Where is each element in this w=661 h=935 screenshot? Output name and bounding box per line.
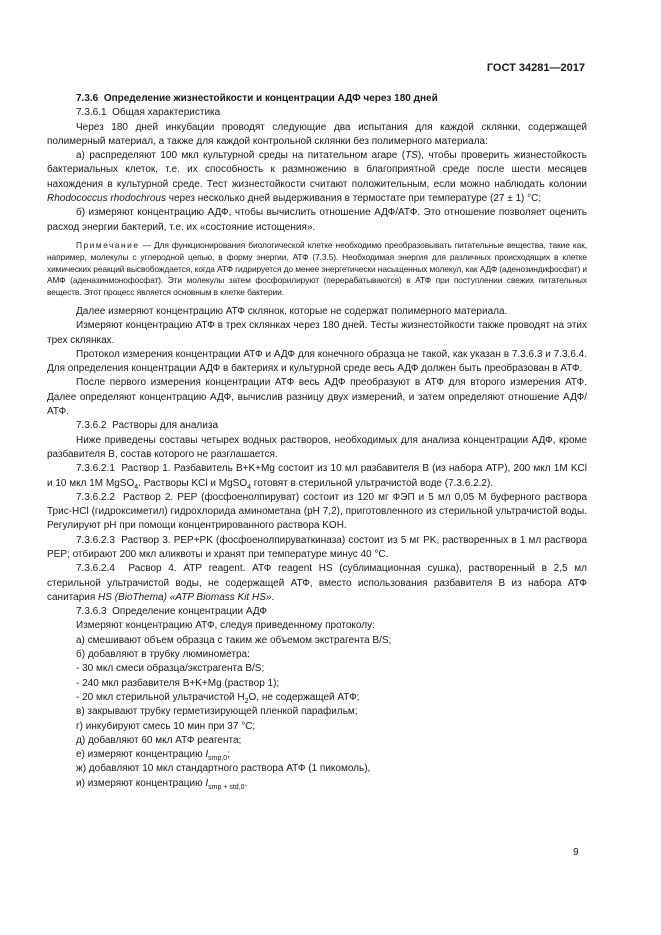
section-number: 7.3.6 [76, 93, 99, 104]
text: O, не содержащей АТФ; [248, 691, 360, 703]
subsection-title: Определение концентрации АДФ [112, 606, 267, 618]
text: Расвор 4. АТР reagent. АТФ reagent HS (сублимационная сушка), растворенный в 2,5 мл стерильной ультрачистой воды, не содержащей АТФ, вместо использования разбавителя В из набора АТФ санитария [47, 563, 587, 603]
paragraph: Далее измеряют концентрацию АТФ склянок, которые не содержат полимерного материала. [76, 305, 508, 317]
text: . [244, 777, 248, 789]
clause-number: 7.3.6.2.4 [76, 563, 115, 575]
solution-3 [47, 534, 587, 563]
text: ), чтобы проверить жизнестойкость бактериальных клеток, т.е. их способность к размножению в благоприятной среде после шести месяцев нахождения в культурной среде. Тест жизнестойкости считают положительным, если можно наблюдать колонии [47, 150, 588, 190]
step-v: в) закрывают трубку герметизирующей пленкой парафильм; [76, 706, 358, 718]
text: - 20 мкл стерильной ультрачистой H [76, 691, 245, 703]
section-title: Определение жизнестойкости и концентрации АДФ через 180 дней [103, 93, 438, 104]
list-item-b: б) измеряют концентрацию АДФ, чтобы вычислить отношение АДФ/АТФ. Это отношение позволяет оценить расход энергии бактерий, т.е. их «состояние истощения». [47, 207, 587, 233]
solution-4 [47, 562, 587, 605]
subsection-title: Общая характеристика [112, 107, 221, 119]
text: е) измеряют концентрацию [76, 749, 206, 761]
step-dash-1: - 30 мкл смеси образца/экстрагента B/S; [76, 663, 265, 675]
species-name: Rhodococcus rhodochrous [47, 193, 166, 205]
page-number: 9 [573, 847, 579, 858]
subscript: 2 [244, 697, 249, 705]
subsection-number: 7.3.6.3 [76, 606, 107, 618]
subsection-heading-7-3-6-3 [47, 605, 587, 619]
text: . [271, 591, 275, 603]
paragraph: Протокол измерения концентрации АТФ и АДФ для конечного образца не такой, как указан в 7.3.6.3 и 7.3.6.4. Для определения концентрации АДФ в бактериях и культурной среде весь АДФ должен быть преобразован в АТФ. [47, 348, 587, 375]
standard-header: ГОСТ 34281—2017 [486, 62, 585, 74]
clause-number: 7.3.6.2.1 [76, 463, 115, 475]
text: ; [227, 749, 230, 761]
subscript: smp + std,0 [208, 783, 245, 791]
text: готовят в стерильной ультрачистой воде (7.3.6.2.2). [251, 477, 494, 489]
subsection-heading-7-3-6-1 [47, 106, 587, 120]
text: через несколько дней выдерживания в термостате при температуре (27 ± 1) °С; [165, 193, 542, 205]
step-dash-3 [47, 691, 587, 705]
text: Раствор 2. PEP (фосфоенолпируват) состоит из 120 мг ФЭП и 5 мл 0,05 М буферного раствора Трис-HCl (гидроксиметил) гидрохлорида аминометана (рН 7,2), приготовленного из стерильной ультрачистой воды. Регулируют рН при помощи концентрированного раствора KOH. [47, 491, 587, 532]
step-b: б) добавляют в трубку люминометра: [76, 649, 250, 661]
symbol: I [205, 777, 209, 789]
document-body [47, 92, 587, 791]
section-heading-7-3-6 [47, 92, 587, 106]
solution-1 [47, 462, 587, 491]
step-a: а) смешивают объем образца с таким же объемом экстрагента B/S; [76, 634, 392, 646]
paragraph: Измеряют концентрацию АТФ, следуя приведенному протоколу: [76, 620, 375, 632]
step-g: г) инкубируют смесь 10 мин при 37 °С; [76, 720, 256, 732]
paragraph: Через 180 дней инкубации проводят следующие два испытания для каждой склянки, содержащей полимерный материал, а также для каждой контрольной склянки без полимерного материала: [47, 121, 587, 147]
step-dash-2: - 240 мкл разбавителя B+K+Mg (раствор 1); [76, 677, 280, 689]
subsection-number: 7.3.6.2 [76, 420, 107, 432]
note-label: Примечание [76, 239, 140, 250]
solution-2 [47, 491, 587, 534]
text: Раствор 3. PEP+PK (фосфоенолпируваткиназа) состоит из 5 мг PK, растворенных в 1 мл раствора PEP; отбирают 200 мкл аликвоты и хранят при температуре минус 40 °С. [47, 534, 588, 560]
kit-name: HS (BioThema) «ATP Biomass Kit HS» [98, 591, 272, 603]
text: Раствор 1. Разбавитель B+K+Mg состоит из 10 мл разбавителя В (из набора АТР), 200 мкл 1М KCl и 10 мкл 1М MgSO [47, 463, 587, 489]
subscript: 4 [134, 483, 139, 491]
paragraph: Измеряют концентрацию АТФ в трех склянках через 180 дней. Тесты жизнестойкости также проводят на этих трех склянках. [47, 320, 587, 346]
paragraph: После первого измерения концентрации АТФ весь АДФ преобразуют в АТФ для второго измерения АТФ. Далее определяют концентрацию АДФ, вычислив разницу двух измерений, и затем определяют отношение АДФ/АТФ. [47, 377, 587, 418]
paragraph: Ниже приведены составы четырех водных растворов, необходимых для анализа концентрации АДФ, кроме разбавителя В, состав которого не разглашается. [47, 434, 587, 460]
subsection-heading-7-3-6-2 [47, 419, 587, 433]
text-italic: TS [405, 150, 418, 162]
step-i [47, 777, 587, 791]
clause-number: 7.3.6.2.3 [76, 534, 115, 546]
symbol: I [205, 749, 209, 761]
text: . Растворы KCl и MgSO [138, 477, 248, 489]
subsection-title: Растворы для анализа [112, 420, 219, 432]
step-d: д) добавляют 60 мкл АТФ реагента; [76, 734, 242, 746]
step-zh: ж) добавляют 10 мкл стандартного раствора АТФ (1 пикомоль), [76, 763, 371, 775]
note [47, 240, 587, 299]
list-item-a [47, 149, 587, 206]
subscript: 4 [247, 483, 251, 491]
subsection-number: 7.3.6.1 [76, 107, 107, 119]
subscript: smp,0 [208, 755, 228, 763]
note-text: — Для функционирования биологической клетке необходимо преобразовывать питательные вещества, такие как, например, молекулы с углеродной цепью, в форму энергии, АТФ (7.3.5). Необходимая энергия для различных происходящих в клетке химических реакций высвобождается, когда АТФ гидрируется до менее энергетически насыщенных молекул, как АДФ (аденозиндифосфат) и АМФ (аденазинмонофосфат). Эти молекулы затем фосфорилируют (перерабатываются) в АТФ при поступлении свежих питательных веществ. Этот процесс является основным в клетке бактерии. [47, 239, 587, 298]
clause-number: 7.3.6.2.2 [76, 491, 115, 503]
text: а) распределяют 100 мкл культурной среды на питательном агаре ( [76, 150, 406, 162]
text: и) измеряют концентрацию [76, 777, 206, 789]
step-e [47, 748, 587, 762]
